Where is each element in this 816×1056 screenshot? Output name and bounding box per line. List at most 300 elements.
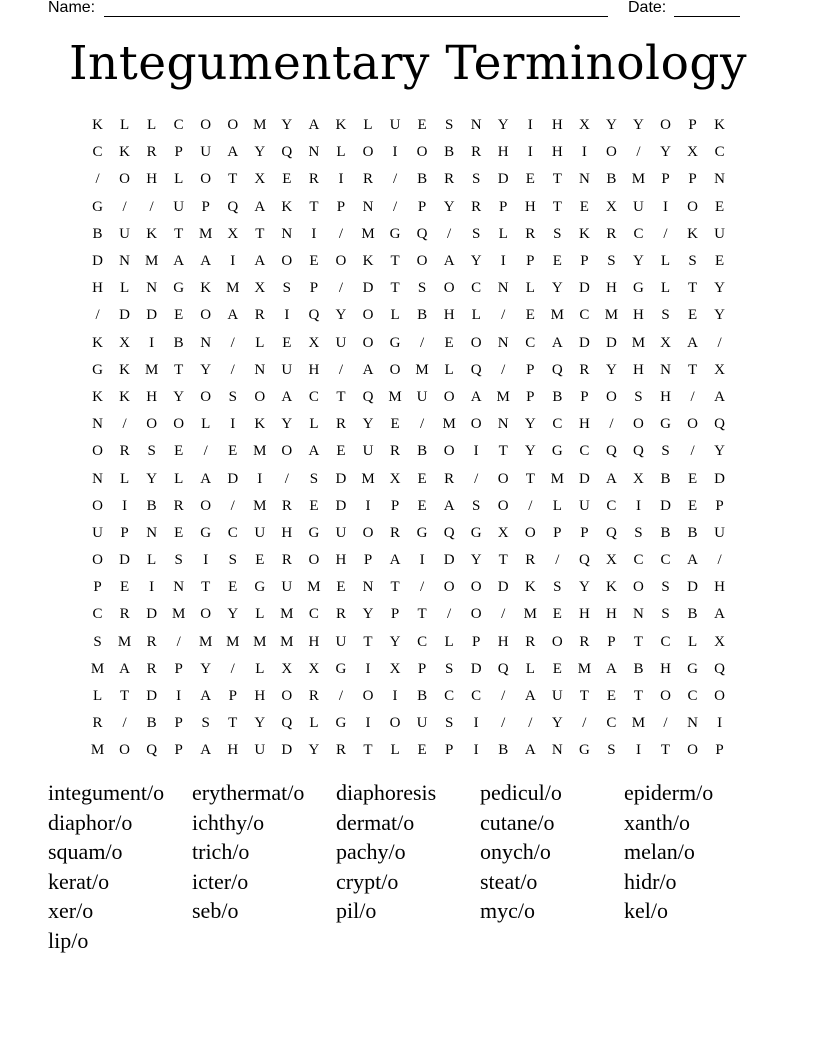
word-bank-item: onych/o xyxy=(480,839,551,864)
grid-letter: B xyxy=(417,688,428,705)
grid-letter: / xyxy=(501,361,506,378)
grid-letter: / xyxy=(122,715,127,732)
grid-letter: O xyxy=(416,144,428,161)
grid-letter: I xyxy=(365,497,371,514)
grid-letter: E xyxy=(687,307,698,324)
grid-letter: S xyxy=(472,225,481,242)
grid-letter: S xyxy=(444,660,454,677)
grid-letter: R xyxy=(146,633,157,650)
grid-letter: / xyxy=(392,171,398,188)
grid-row xyxy=(84,275,738,302)
grid-letter: T xyxy=(390,253,400,270)
grid-letter: T xyxy=(498,443,508,460)
grid-letter: O xyxy=(200,171,212,188)
grid-letter: Y xyxy=(254,144,266,161)
grid-letter: / xyxy=(555,552,560,569)
grid-letter: T xyxy=(633,688,644,705)
grid-letter: E xyxy=(687,497,698,514)
grid-letter: X xyxy=(633,470,644,487)
grid-letter: S xyxy=(607,253,616,270)
grid-letter: T xyxy=(255,225,265,242)
grid-letter: Y xyxy=(633,253,644,270)
grid-letter: / xyxy=(338,361,344,378)
grid-letter: X xyxy=(308,660,320,677)
grid-letter: D xyxy=(146,606,158,623)
grid-letter: M xyxy=(280,606,294,623)
grid-letter: M xyxy=(577,660,592,677)
grid-letter: P xyxy=(688,171,697,188)
grid-letter: A xyxy=(227,144,239,161)
grid-letter: I xyxy=(149,579,155,596)
grid-letter: Y xyxy=(443,198,455,215)
grid-letter: Q xyxy=(633,443,644,460)
grid-letter: S xyxy=(688,253,697,270)
grid-letter: L xyxy=(255,334,265,351)
grid-letter: H xyxy=(633,307,644,324)
grid-letter: U xyxy=(335,334,347,351)
grid-row xyxy=(84,520,738,547)
grid-letter: K xyxy=(146,225,158,242)
word-bank-item: epiderm/o xyxy=(624,780,714,805)
grid-letter: L xyxy=(471,307,481,324)
word-bank-item: trich/o xyxy=(192,839,250,864)
grid-letter: G xyxy=(335,660,347,677)
grid-letter: M xyxy=(253,633,267,650)
grid-letter: R xyxy=(119,606,130,623)
word-bank-item: cutane/o xyxy=(480,809,555,835)
grid-row xyxy=(84,629,738,656)
grid-letter: Q xyxy=(470,361,482,378)
grid-letter: I xyxy=(149,334,155,351)
grid-letter: A xyxy=(605,470,617,487)
date-label: Date: xyxy=(628,0,667,16)
grid-letter: D xyxy=(660,497,671,514)
grid-letter: O xyxy=(524,524,536,541)
grid-letter: Y xyxy=(714,280,726,297)
grid-letter: O xyxy=(470,579,482,596)
grid-letter: A xyxy=(281,388,293,405)
grid-letter: / xyxy=(420,416,425,433)
grid-letter: Y xyxy=(660,144,671,161)
grid-letter: I xyxy=(581,144,587,161)
grid-letter: A xyxy=(200,742,212,759)
grid-letter: R xyxy=(471,198,482,215)
grid-letter: O xyxy=(92,497,103,514)
grid-letter: H xyxy=(146,388,158,405)
grid-letter: A xyxy=(687,552,698,569)
grid-letter: Y xyxy=(605,117,617,134)
grid-letter: N xyxy=(146,524,158,541)
grid-letter: A xyxy=(524,742,536,759)
grid-letter: D xyxy=(281,742,293,759)
grid-letter: I xyxy=(230,416,236,433)
grid-letter: Q xyxy=(714,660,726,677)
grid-letter: T xyxy=(119,688,130,705)
grid-letter: N xyxy=(633,606,644,623)
grid-row xyxy=(84,737,738,764)
name-label: Name: xyxy=(48,0,96,16)
grid-letter: A xyxy=(362,361,374,378)
grid-letter: E xyxy=(715,198,725,215)
grid-letter: O xyxy=(497,497,509,514)
grid-letter: X xyxy=(389,660,401,677)
grid-letter: D xyxy=(470,660,482,677)
grid-letter: I xyxy=(419,552,425,569)
grid-letter: T xyxy=(228,715,238,732)
grid-letter: I xyxy=(392,144,398,161)
grid-letter: R xyxy=(390,524,401,541)
grid-letter: Y xyxy=(281,117,293,134)
grid-letter: A xyxy=(308,443,320,460)
grid-letter: D xyxy=(714,470,726,487)
grid-letter: N xyxy=(281,225,293,242)
grid-letter: / xyxy=(690,388,695,405)
grid-letter: O xyxy=(687,198,698,215)
word-bank-item: kel/o xyxy=(624,898,668,923)
grid-letter: O xyxy=(605,144,617,161)
grid-letter: S xyxy=(472,497,481,514)
grid-letter: B xyxy=(417,307,428,324)
grid-letter: O xyxy=(335,253,347,270)
grid-letter: E xyxy=(119,579,130,596)
grid-letter: X xyxy=(281,660,293,677)
grid-letter: / xyxy=(447,606,452,623)
grid-letter: M xyxy=(144,361,159,378)
grid-letter: L xyxy=(390,307,400,324)
grid-row xyxy=(84,465,738,492)
grid-row xyxy=(84,710,738,737)
grid-letter: C xyxy=(308,388,319,405)
grid-letter: I xyxy=(122,497,128,514)
grid-row xyxy=(84,357,738,384)
grid-letter: / xyxy=(501,606,506,623)
grid-letter: A xyxy=(308,117,320,134)
grid-letter: / xyxy=(663,715,668,732)
grid-letter: A xyxy=(200,470,212,487)
grid-letter: R xyxy=(579,361,590,378)
grid-letter: I xyxy=(663,198,668,215)
grid-letter: X xyxy=(119,334,130,351)
grid-letter: S xyxy=(444,715,454,732)
grid-letter: N xyxy=(497,334,509,351)
grid-letter: / xyxy=(717,334,722,351)
grid-letter: C xyxy=(552,416,563,433)
grid-row xyxy=(84,248,738,275)
grid-letter: T xyxy=(309,198,319,215)
grid-row xyxy=(84,194,738,221)
grid-letter: O xyxy=(254,388,266,405)
grid-letter: E xyxy=(336,443,346,460)
grid-letter: T xyxy=(390,280,400,297)
grid-letter: C xyxy=(660,633,671,650)
grid-letter: B xyxy=(660,470,671,487)
word-bank-item: myc/o xyxy=(480,898,535,923)
grid-letter: K xyxy=(119,388,130,405)
grid-letter: A xyxy=(470,388,482,405)
grid-letter: S xyxy=(472,171,481,188)
grid-letter: X xyxy=(687,144,698,161)
grid-letter: M xyxy=(253,117,267,134)
grid-letter: X xyxy=(714,361,726,378)
grid-letter: C xyxy=(444,688,455,705)
grid-letter: O xyxy=(389,361,401,378)
grid-letter: E xyxy=(255,552,265,569)
grid-letter: O xyxy=(200,497,212,514)
grid-letter: Q xyxy=(416,225,428,242)
word-bank-item: hidr/o xyxy=(624,868,677,894)
grid-letter: L xyxy=(390,742,400,759)
grid-letter: / xyxy=(284,470,289,487)
grid-letter: C xyxy=(579,443,590,460)
grid-letter: D xyxy=(687,579,698,596)
grid-letter: P xyxy=(120,524,129,541)
grid-letter: O xyxy=(470,416,482,433)
name-blank-line xyxy=(104,16,608,17)
grid-letter: / xyxy=(447,225,452,242)
grid-letter: E xyxy=(309,497,319,514)
grid-letter: A xyxy=(200,253,212,270)
grid-letter: N xyxy=(497,416,509,433)
word-bank-item: melan/o xyxy=(624,839,695,864)
grid-letter: I xyxy=(176,688,182,705)
grid-letter: U xyxy=(416,388,428,405)
grid-letter: C xyxy=(92,606,103,623)
grid-letter: L xyxy=(336,144,346,161)
grid-letter: E xyxy=(579,198,589,215)
grid-letter: E xyxy=(687,470,698,487)
grid-letter: T xyxy=(498,552,508,569)
grid-letter: B xyxy=(146,715,157,732)
word-bank-item: pil/o xyxy=(336,898,377,923)
grid-letter: X xyxy=(578,117,590,134)
grid-letter: A xyxy=(254,198,266,215)
grid-letter: H xyxy=(92,280,103,297)
grid-letter: M xyxy=(280,633,294,650)
grid-letter: O xyxy=(146,416,158,433)
grid-letter: I xyxy=(473,443,479,460)
grid-letter: H xyxy=(443,307,455,324)
grid-letter: D xyxy=(119,552,130,569)
word-bank-item: steat/o xyxy=(480,868,538,894)
grid-letter: Y xyxy=(227,606,239,623)
grid-letter: K xyxy=(119,361,130,378)
grid-letter: L xyxy=(255,606,265,623)
grid-letter: D xyxy=(578,280,590,297)
grid-letter: P xyxy=(201,198,210,215)
grid-letter: / xyxy=(717,552,722,569)
grid-letter: E xyxy=(228,579,238,596)
grid-letter: G xyxy=(335,715,347,732)
grid-letter: P xyxy=(715,742,724,759)
grid-letter: G xyxy=(389,334,401,351)
grid-letter: / xyxy=(474,470,479,487)
grid-row xyxy=(84,683,738,710)
grid-letter: / xyxy=(203,443,208,460)
grid-letter: M xyxy=(496,388,510,405)
grid-letter: G xyxy=(578,742,590,759)
grid-letter: B xyxy=(444,144,455,161)
grid-letter: R xyxy=(390,443,401,460)
grid-letter: C xyxy=(687,688,698,705)
grid-letter: N xyxy=(578,171,590,188)
grid-letter: I xyxy=(230,253,236,270)
grid-letter: D xyxy=(335,470,347,487)
grid-letter: L xyxy=(660,280,671,297)
grid-letter: M xyxy=(631,171,646,188)
grid-letter: P xyxy=(336,198,346,215)
grid-letter: I xyxy=(473,715,479,732)
grid-letter: / xyxy=(122,198,127,215)
grid-letter: E xyxy=(525,171,535,188)
grid-letter: M xyxy=(144,253,159,270)
grid-letter: A xyxy=(389,552,401,569)
grid-letter: O xyxy=(633,416,644,433)
grid-letter: H xyxy=(335,552,347,569)
grid-letter: O xyxy=(389,715,401,732)
grid-letter: S xyxy=(93,633,102,650)
grid-letter: Y xyxy=(200,361,212,378)
grid-row xyxy=(84,574,738,601)
grid-letter: E xyxy=(336,579,346,596)
grid-letter: O xyxy=(362,524,374,541)
grid-letter: G xyxy=(389,225,401,242)
grid-letter: P xyxy=(526,361,535,378)
grid-letter: Y xyxy=(281,416,293,433)
grid-letter: M xyxy=(117,633,132,650)
grid-letter: R xyxy=(335,742,346,759)
word-bank-item: ichthy/o xyxy=(192,809,265,835)
grid-letter: T xyxy=(363,742,373,759)
grid-letter: G xyxy=(687,660,698,677)
grid-letter: A xyxy=(687,334,698,351)
grid-letter: X xyxy=(660,334,671,351)
grid-letter: O xyxy=(173,416,185,433)
grid-letter: Y xyxy=(362,416,374,433)
grid-letter: D xyxy=(92,253,103,270)
grid-row xyxy=(84,221,738,248)
grid-letter: P xyxy=(715,497,724,514)
grid-letter: A xyxy=(605,660,617,677)
grid-letter: P xyxy=(607,633,616,650)
grid-letter: H xyxy=(578,606,590,623)
grid-letter: L xyxy=(525,280,535,297)
grid-row xyxy=(84,411,738,438)
grid-letter: I xyxy=(203,552,209,569)
grid-row xyxy=(84,330,738,357)
grid-letter: H xyxy=(605,280,617,297)
grid-letter: P xyxy=(174,144,183,161)
grid-letter: O xyxy=(200,388,212,405)
grid-letter: H xyxy=(605,606,617,623)
grid-letter: B xyxy=(498,742,509,759)
grid-letter: M xyxy=(361,225,375,242)
grid-letter: L xyxy=(363,117,373,134)
word-bank-item: lip/o xyxy=(48,927,89,953)
grid-row xyxy=(84,438,738,465)
grid-letter: O xyxy=(281,443,293,460)
grid-letter: I xyxy=(473,742,479,759)
grid-letter: Y xyxy=(470,552,482,569)
grid-letter: P xyxy=(580,524,589,541)
grid-letter: H xyxy=(227,742,239,759)
grid-letter: B xyxy=(173,334,184,351)
grid-letter: M xyxy=(550,307,564,324)
grid-letter: H xyxy=(497,633,509,650)
grid-letter: Q xyxy=(605,524,617,541)
grid-letter: / xyxy=(420,579,425,596)
grid-letter: H xyxy=(497,144,509,161)
grid-letter: G xyxy=(254,579,266,596)
grid-letter: S xyxy=(309,470,319,487)
grid-letter: S xyxy=(661,606,670,623)
grid-letter: / xyxy=(230,334,235,351)
grid-letter: H xyxy=(308,633,320,650)
grid-letter: O xyxy=(687,416,698,433)
grid-letter: O xyxy=(308,552,320,569)
grid-letter: P xyxy=(444,742,454,759)
grid-letter: B xyxy=(606,171,617,188)
grid-letter: K xyxy=(92,388,103,405)
grid-letter: / xyxy=(176,633,181,650)
grid-letter: H xyxy=(551,144,563,161)
grid-letter: K xyxy=(92,334,103,351)
grid-letter: C xyxy=(308,606,319,623)
word-bank-item: erythermat/o xyxy=(192,780,305,805)
grid-letter: L xyxy=(498,225,508,242)
grid-letter: M xyxy=(253,497,267,514)
grid-letter: K xyxy=(605,579,617,596)
grid-letter: P xyxy=(174,660,183,677)
grid-letter: C xyxy=(606,715,617,732)
grid-letter: R xyxy=(92,715,103,732)
grid-letter: Q xyxy=(227,198,239,215)
grid-letter: P xyxy=(472,633,481,650)
grid-letter: G xyxy=(633,280,644,297)
grid-letter: R xyxy=(254,307,265,324)
grid-letter: C xyxy=(471,280,482,297)
grid-letter: A xyxy=(551,334,563,351)
grid-letter: Q xyxy=(146,742,158,759)
grid-letter: L xyxy=(687,633,698,650)
grid-letter: T xyxy=(390,579,400,596)
grid-letter: L xyxy=(119,280,130,297)
grid-letter: H xyxy=(308,361,320,378)
grid-letter: T xyxy=(579,688,589,705)
grid-letter: / xyxy=(338,225,344,242)
grid-letter: E xyxy=(174,524,184,541)
grid-letter: B xyxy=(687,524,698,541)
grid-letter: D xyxy=(119,307,130,324)
grid-letter: E xyxy=(552,606,562,623)
grid-letter: N xyxy=(173,579,185,596)
grid-letter: E xyxy=(174,307,184,324)
grid-letter: E xyxy=(525,307,535,324)
grid-letter: L xyxy=(201,416,211,433)
grid-letter: T xyxy=(174,361,184,378)
grid-letter: N xyxy=(497,280,509,297)
grid-letter: S xyxy=(661,443,670,460)
grid-letter: Y xyxy=(200,660,212,677)
grid-letter: Y xyxy=(551,280,563,297)
grid-letter: E xyxy=(228,443,238,460)
grid-letter: E xyxy=(606,688,616,705)
grid-letter: A xyxy=(254,253,266,270)
grid-letter: M xyxy=(90,742,105,759)
grid-letter: M xyxy=(631,715,646,732)
grid-letter: X xyxy=(497,524,509,541)
grid-letter: S xyxy=(634,524,643,541)
grid-row xyxy=(84,493,738,520)
